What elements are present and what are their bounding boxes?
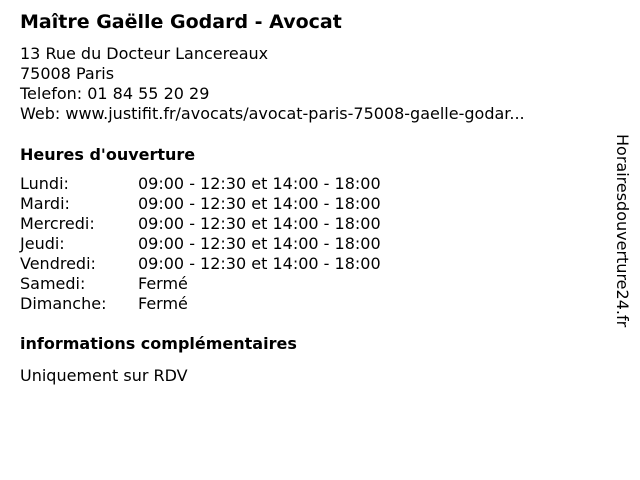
hours-day: Samedi: bbox=[20, 274, 86, 293]
phone-number: Telefon: 01 84 55 20 29 bbox=[20, 84, 210, 103]
hours-day: Vendredi: bbox=[20, 254, 96, 273]
hours-day: Lundi: bbox=[20, 174, 69, 193]
hours-time: Fermé bbox=[138, 274, 188, 293]
brand-watermark bbox=[612, 134, 632, 344]
city: 75008 Paris bbox=[20, 64, 115, 83]
brand-label: Horairesdouverture24.fr bbox=[613, 134, 632, 328]
website-link[interactable]: Web: www.justifit.fr/avocats/avocat-paris-75008-gaelle-godar... bbox=[20, 104, 525, 123]
hours-time: 09:00 - 12:30 et 14:00 - 18:00 bbox=[138, 194, 381, 213]
street-address: 13 Rue du Docteur Lancereaux bbox=[20, 44, 269, 63]
hours-day: Mardi: bbox=[20, 194, 70, 213]
business-title: Maître Gaëlle Godard - Avocat bbox=[20, 11, 342, 33]
hours-day: Dimanche: bbox=[20, 294, 107, 313]
hours-heading: Heures d'ouverture bbox=[20, 145, 196, 164]
info-text: Uniquement sur RDV bbox=[20, 366, 188, 385]
hours-time: Fermé bbox=[138, 294, 188, 313]
hours-time: 09:00 - 12:30 et 14:00 - 18:00 bbox=[138, 234, 381, 253]
hours-time: 09:00 - 12:30 et 14:00 - 18:00 bbox=[138, 214, 381, 233]
hours-time: 09:00 - 12:30 et 14:00 - 18:00 bbox=[138, 254, 381, 273]
info-heading: informations complémentaires bbox=[20, 334, 297, 353]
hours-day: Jeudi: bbox=[20, 234, 65, 253]
address-block bbox=[20, 44, 525, 124]
hours-time: 09:00 - 12:30 et 14:00 - 18:00 bbox=[138, 174, 381, 193]
hours-day: Mercredi: bbox=[20, 214, 95, 233]
